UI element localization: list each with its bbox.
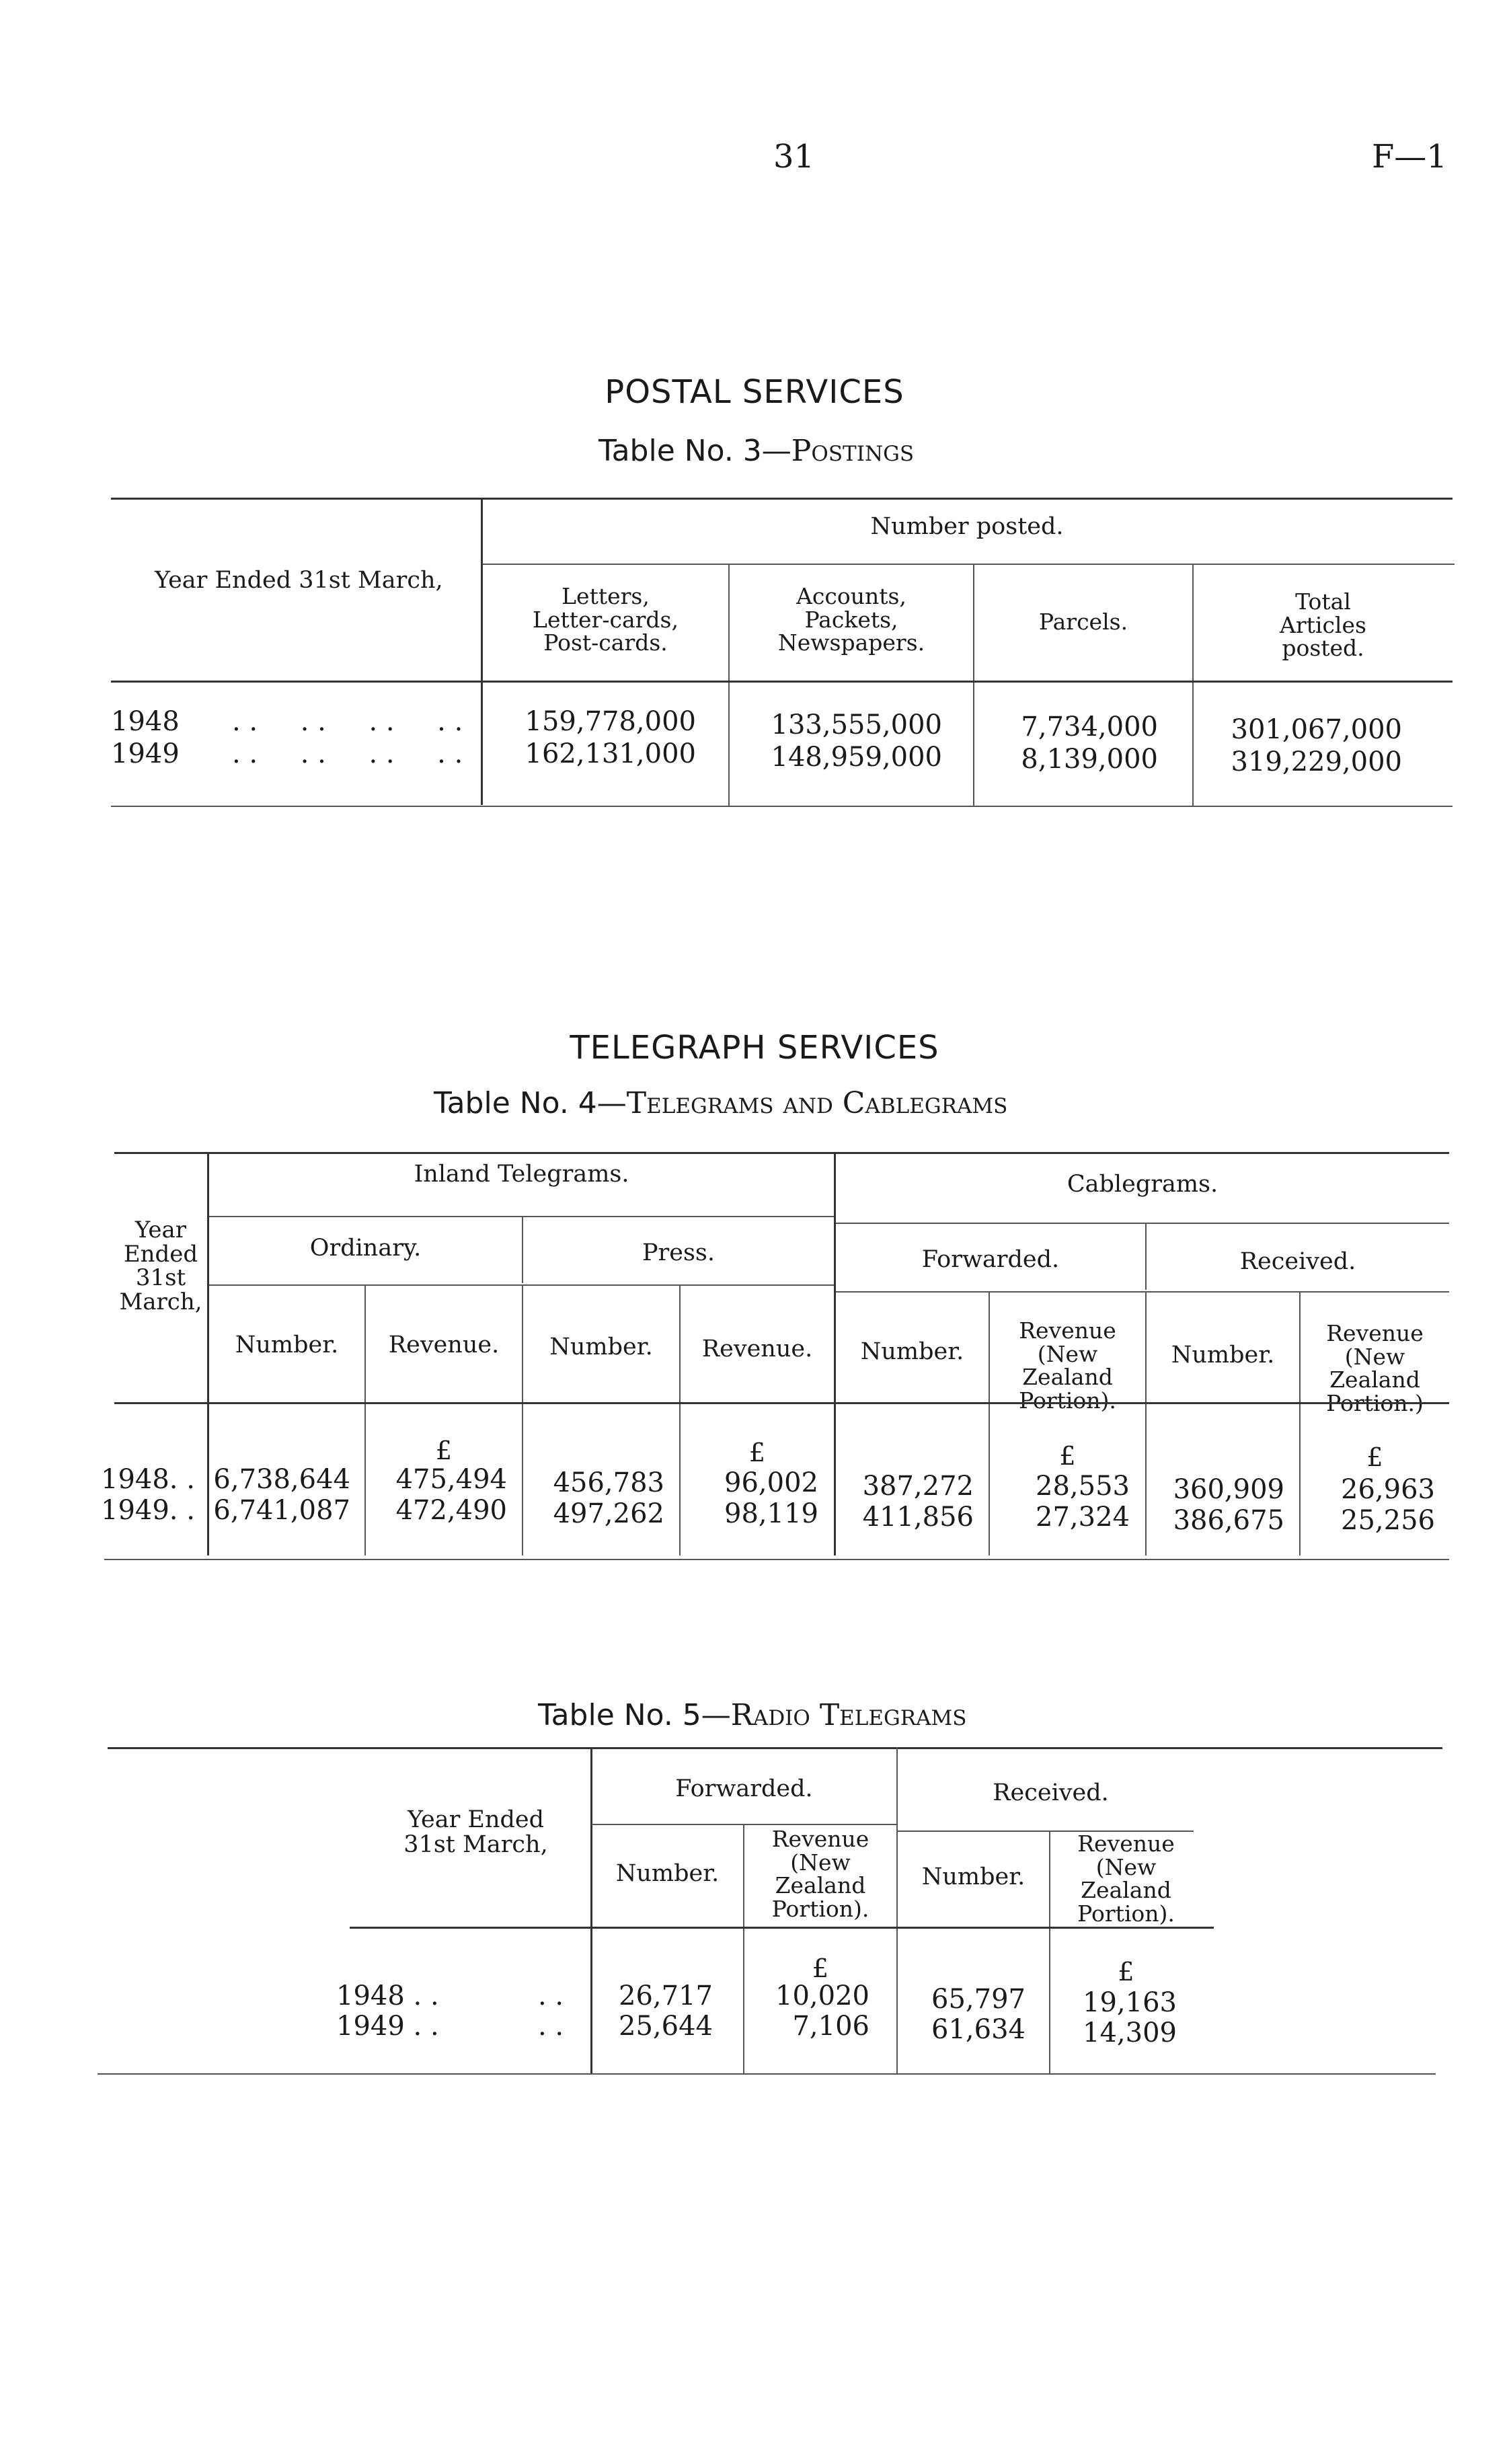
radio-table-label: Table No. 5 bbox=[538, 1698, 701, 1732]
press-revenue-header: Revenue. bbox=[701, 1336, 813, 1362]
ord-number-header: Number. bbox=[235, 1332, 339, 1358]
rcv-revenue-unit: £ bbox=[1366, 1442, 1383, 1472]
telegraph-row-year: 1949. . bbox=[101, 1495, 195, 1526]
postal-total-cell: 301,067,000 bbox=[1231, 714, 1402, 745]
radio-fwd-number-header: Number. bbox=[615, 1860, 720, 1887]
radio-fwd-revenue-unit: £ bbox=[812, 1954, 829, 1983]
received-header: Received. bbox=[1239, 1248, 1356, 1275]
radio-fwd-revenue-header: Revenue (New Zealand Portion). bbox=[771, 1826, 869, 1922]
inland-header: Inland Telegrams. bbox=[414, 1161, 629, 1188]
telegraph-year-header: Year Ended 31st March, bbox=[119, 1217, 202, 1316]
press-number-header: Number. bbox=[549, 1334, 653, 1360]
radio-forwarded-header: Forwarded. bbox=[675, 1775, 813, 1802]
ord-revenue-unit: £ bbox=[435, 1436, 453, 1465]
rcv-number-header: Number. bbox=[1171, 1342, 1275, 1369]
radio-received-header: Received. bbox=[993, 1779, 1109, 1806]
page-number: 31 bbox=[773, 138, 815, 176]
col-parcels-header: Parcels. bbox=[1038, 609, 1128, 635]
postal-table-title bbox=[598, 434, 914, 468]
col-accounts-header: Accounts, Packets, Newspapers. bbox=[777, 583, 925, 656]
number-posted-header: Number posted. bbox=[870, 513, 1064, 540]
telegraph-heading: TELEGRAPH SERVICES bbox=[570, 1029, 939, 1067]
radio-row-dots: . . bbox=[538, 2011, 564, 2042]
radio-rcv-revenue-header: Revenue (New Zealand Portion). bbox=[1077, 1831, 1175, 1927]
radio-rcv-revenue-cell: 14,309 bbox=[1083, 2017, 1177, 2048]
radio-rcv-revenue-unit: £ bbox=[1118, 1957, 1134, 1987]
press-header: Press. bbox=[642, 1239, 715, 1266]
postal-parcels-cell: 7,734,000 bbox=[1021, 711, 1158, 742]
press-revenue-unit: £ bbox=[748, 1438, 766, 1467]
press-revenue-cell: 96,002 bbox=[724, 1467, 818, 1498]
postal-row-year: 1949 bbox=[111, 738, 180, 769]
radio-table-name: —Radio Telegrams bbox=[701, 1698, 967, 1732]
telegraph-table-label: Table No. 4 bbox=[434, 1086, 597, 1120]
postal-table-label: Table No. 3 bbox=[598, 434, 762, 468]
press-number-cell: 456,783 bbox=[553, 1467, 664, 1498]
radio-fwd-revenue-cell: 10,020 bbox=[775, 1980, 869, 2011]
telegraph-table-name: —Telegrams and Cablegrams bbox=[596, 1086, 1008, 1120]
postal-letters-cell: 159,778,000 bbox=[525, 706, 696, 737]
radio-row-dots: . . bbox=[538, 1980, 564, 2011]
fwd-revenue-unit: £ bbox=[1059, 1441, 1076, 1471]
ord-revenue-header: Revenue. bbox=[388, 1332, 500, 1358]
radio-table-title bbox=[538, 1698, 966, 1732]
forwarded-header: Forwarded. bbox=[921, 1246, 1060, 1273]
rcv-number-cell: 386,675 bbox=[1173, 1505, 1284, 1536]
radio-rcv-number-cell: 65,797 bbox=[931, 1984, 1026, 2015]
cablegrams-header: Cablegrams. bbox=[1067, 1171, 1218, 1198]
postal-year-header: Year Ended 31st March, bbox=[155, 567, 443, 594]
postal-parcels-cell: 8,139,000 bbox=[1021, 744, 1158, 775]
ord-revenue-cell: 472,490 bbox=[395, 1495, 507, 1526]
postal-row-year: 1948 bbox=[111, 706, 180, 737]
radio-row-year: 1948 . . bbox=[336, 1980, 439, 2011]
postal-accounts-cell: 133,555,000 bbox=[771, 709, 942, 740]
press-number-cell: 497,262 bbox=[553, 1498, 664, 1529]
rcv-number-cell: 360,909 bbox=[1173, 1474, 1284, 1505]
ordinary-header: Ordinary. bbox=[309, 1235, 422, 1262]
postal-row-dots: . . . . . . . . bbox=[232, 738, 463, 769]
rcv-revenue-cell: 26,963 bbox=[1341, 1474, 1435, 1505]
ord-revenue-cell: 475,494 bbox=[395, 1464, 507, 1495]
postal-heading: POSTAL SERVICES bbox=[605, 373, 904, 411]
fwd-revenue-cell: 28,553 bbox=[1036, 1471, 1130, 1502]
fwd-number-cell: 411,856 bbox=[862, 1502, 974, 1533]
postal-table-name: —Postings bbox=[761, 434, 915, 468]
radio-fwd-number-cell: 26,717 bbox=[619, 1980, 713, 2011]
fwd-number-header: Number. bbox=[860, 1338, 964, 1365]
report-code: F—1 bbox=[1372, 138, 1447, 176]
radio-rcv-revenue-cell: 19,163 bbox=[1083, 1987, 1177, 2018]
ord-number-cell: 6,738,644 bbox=[213, 1464, 350, 1495]
radio-year-header: Year Ended 31st March, bbox=[403, 1806, 548, 1858]
fwd-revenue-cell: 27,324 bbox=[1036, 1502, 1130, 1533]
ord-number-cell: 6,741,087 bbox=[213, 1495, 350, 1526]
radio-rcv-number-cell: 61,634 bbox=[931, 2014, 1026, 2045]
col-total-header: Total Articles posted. bbox=[1280, 588, 1366, 662]
radio-fwd-revenue-cell: 7,106 bbox=[792, 2011, 869, 2042]
postal-letters-cell: 162,131,000 bbox=[525, 738, 696, 769]
rcv-revenue-cell: 25,256 bbox=[1341, 1505, 1435, 1536]
col-letters-header: Letters, Letter-cards, Post-cards. bbox=[533, 583, 679, 656]
telegraph-row-year: 1948. . bbox=[101, 1464, 195, 1495]
radio-row-year: 1949 . . bbox=[336, 2011, 439, 2042]
postal-accounts-cell: 148,959,000 bbox=[771, 742, 942, 773]
telegraph-table-title bbox=[434, 1086, 1007, 1120]
postal-total-cell: 319,229,000 bbox=[1231, 746, 1402, 777]
radio-fwd-number-cell: 25,644 bbox=[619, 2011, 713, 2042]
fwd-revenue-header: Revenue (New Zealand Portion). bbox=[1019, 1317, 1116, 1414]
rcv-revenue-header: Revenue (New Zealand Portion.) bbox=[1326, 1320, 1424, 1416]
radio-rcv-number-header: Number. bbox=[921, 1863, 1026, 1890]
postal-row-dots: . . . . . . . . bbox=[232, 706, 463, 737]
fwd-number-cell: 387,272 bbox=[862, 1471, 974, 1502]
press-revenue-cell: 98,119 bbox=[724, 1498, 818, 1529]
